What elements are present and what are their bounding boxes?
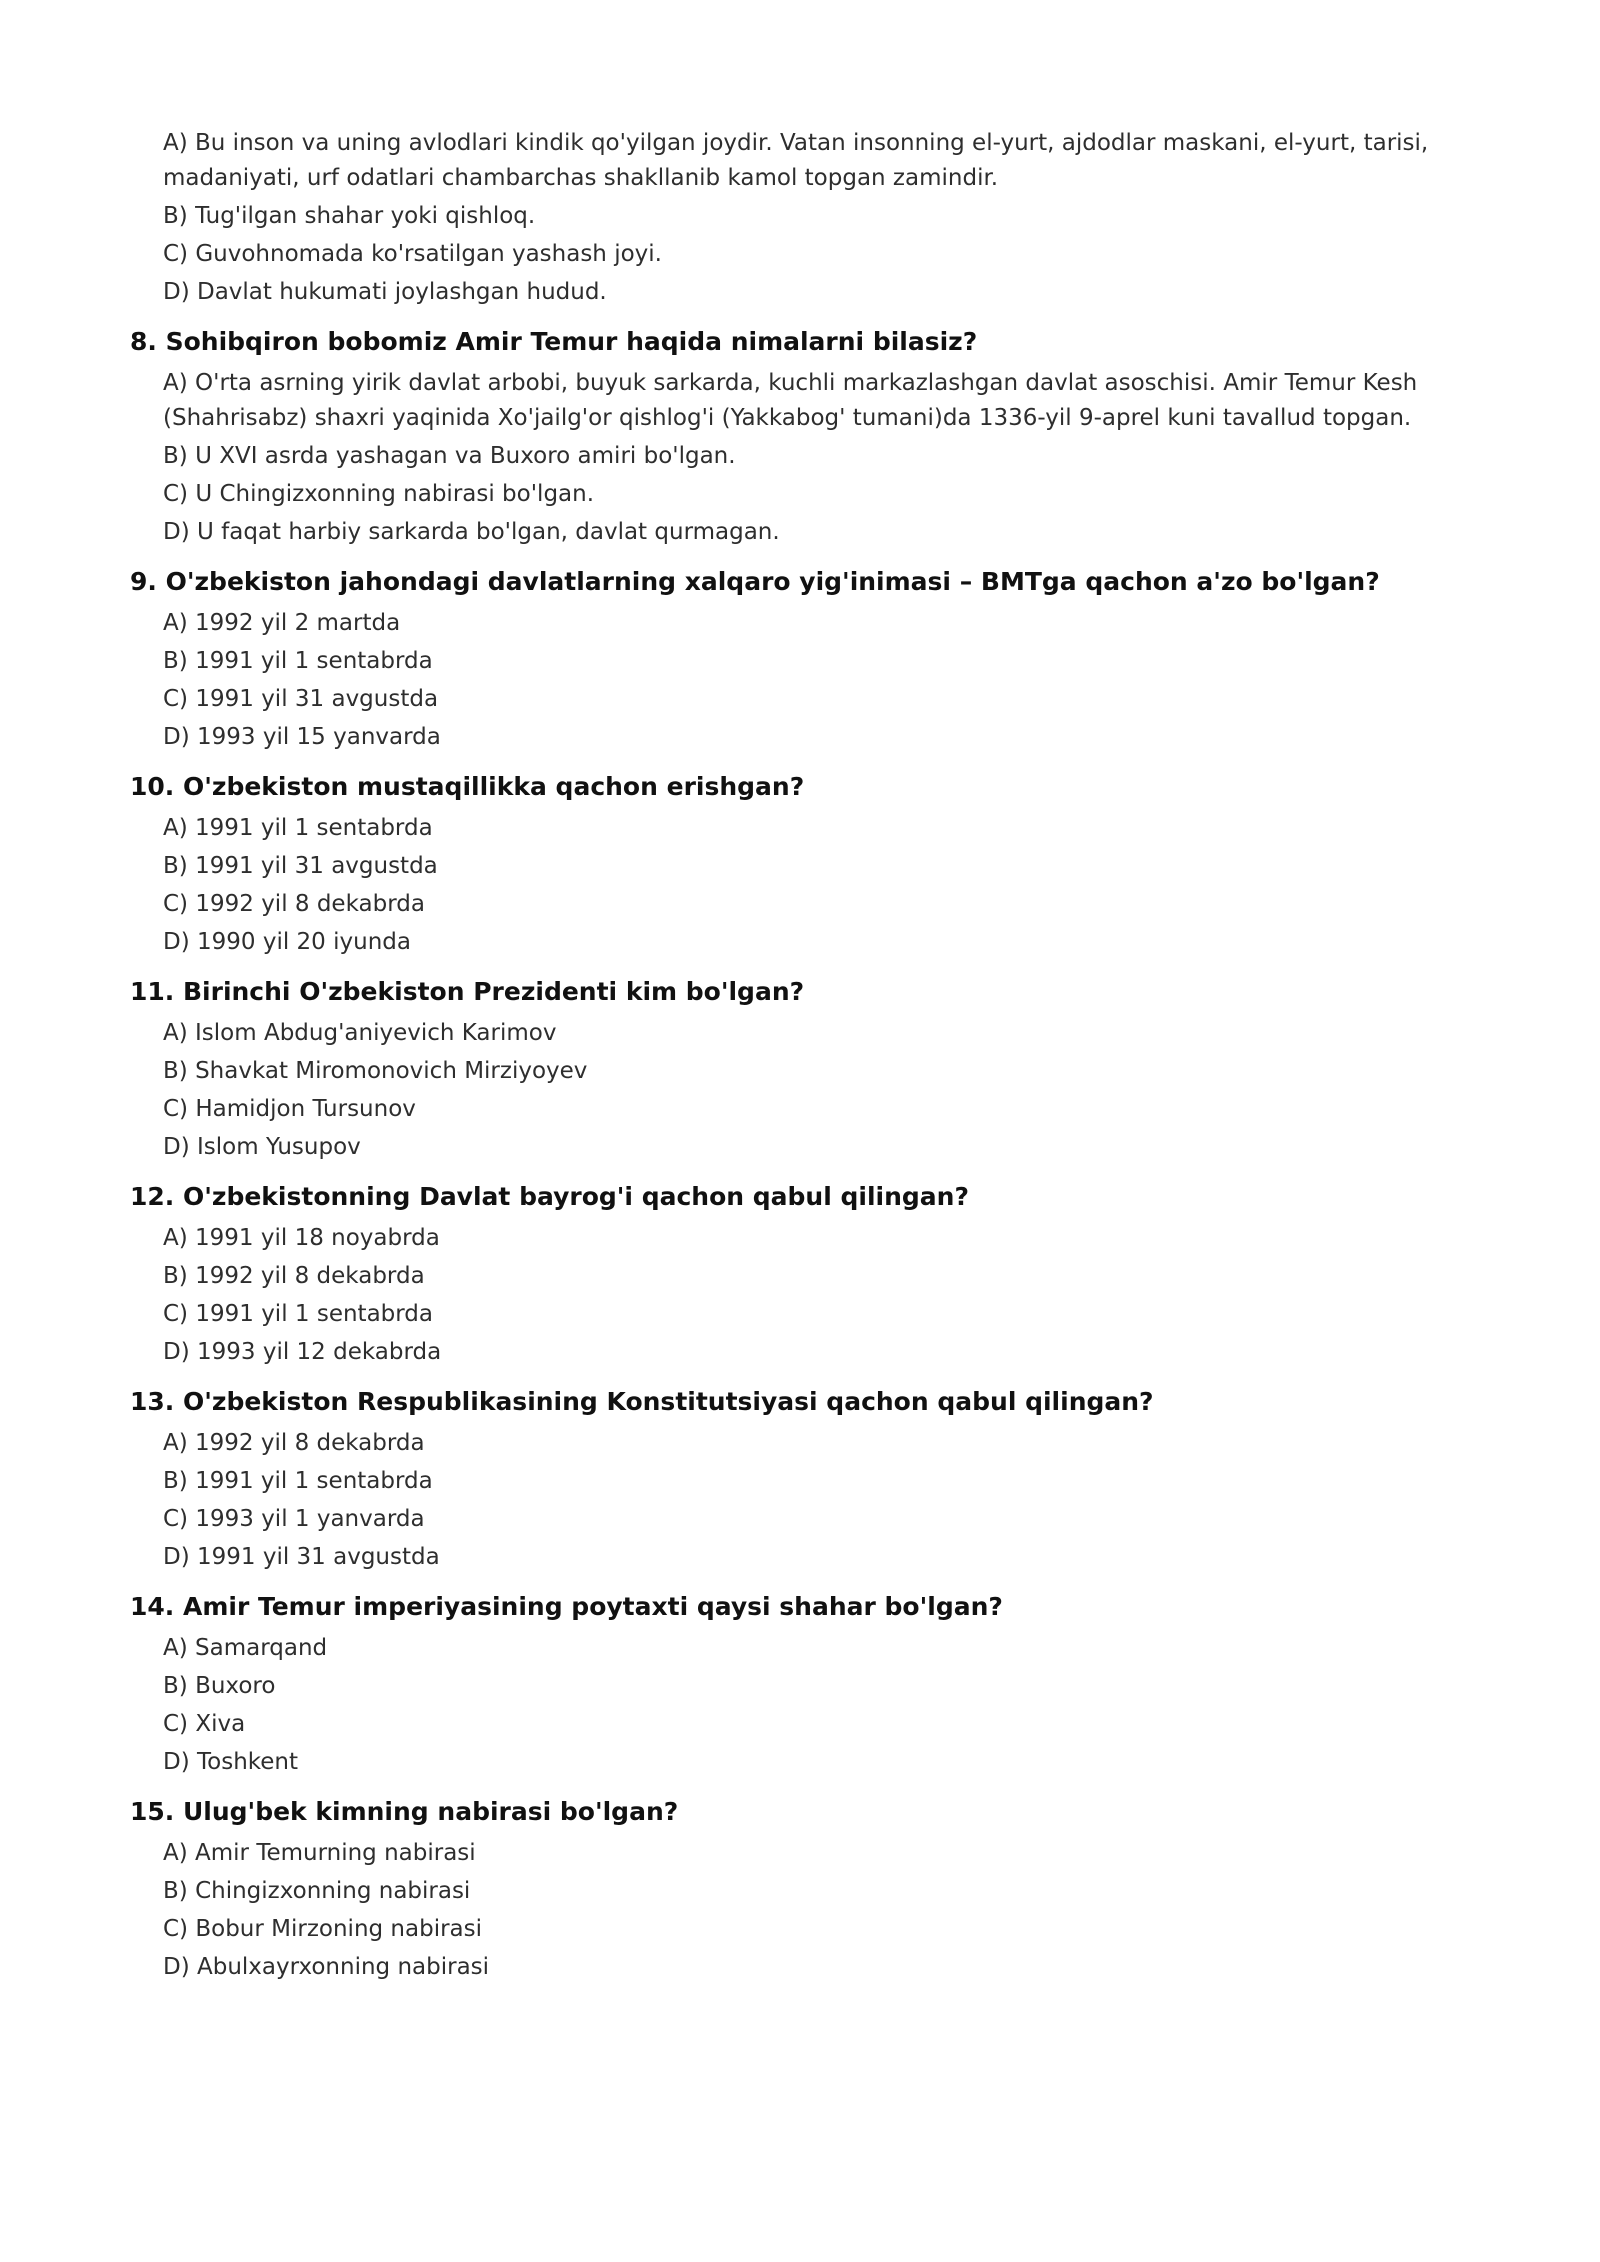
option-list	[163, 811, 1470, 960]
question-title: 9. O'zbekiston jahondagi davlatlarning xalqaro yig'inimasi – BMTga qachon a'zo bo'lgan?	[130, 567, 1380, 596]
question-12	[130, 1179, 1470, 1370]
option-list	[163, 1016, 1470, 1165]
question-7-continued	[130, 126, 1470, 310]
question-14	[130, 1589, 1470, 1780]
option-list	[163, 1631, 1470, 1780]
option-d: D) 1990 yil 20 iyunda	[163, 929, 411, 955]
question-title: 12. O'zbekistonning Davlat bayrog'i qachon qabul qilingan?	[130, 1182, 969, 1211]
question-title: 13. O'zbekiston Respublikasining Konstitutsiyasi qachon qabul qilingan?	[130, 1387, 1154, 1416]
option-b: B) Shavkat Miromonovich Mirziyoyev	[163, 1058, 588, 1084]
question-11	[130, 974, 1470, 1165]
option-c: C) Guvohnomada ko'rsatilgan yashash joyi.	[163, 241, 662, 267]
option-d: D) 1993 yil 15 yanvarda	[163, 724, 441, 750]
question-10	[130, 769, 1470, 960]
question-8	[130, 324, 1470, 550]
option-a: A) Amir Temurning nabirasi	[163, 1840, 476, 1866]
question-title: 14. Amir Temur imperiyasining poytaxti qaysi shahar bo'lgan?	[130, 1592, 1003, 1621]
option-c: C) Bobur Mirzoning nabirasi	[163, 1916, 483, 1942]
option-c: C) 1992 yil 8 dekabrda	[163, 891, 425, 917]
option-b: B) Buxoro	[163, 1673, 276, 1699]
question-9	[130, 564, 1470, 755]
option-d: D) Abulxayrxonning nabirasi	[163, 1954, 490, 1980]
option-b: B) 1991 yil 1 sentabrda	[163, 648, 433, 674]
option-a: A) Samarqand	[163, 1635, 328, 1661]
question-title: 11. Birinchi O'zbekiston Prezidenti kim bo'lgan?	[130, 977, 805, 1006]
option-c: C) 1993 yil 1 yanvarda	[163, 1506, 425, 1532]
option-c: C) Xiva	[163, 1711, 246, 1737]
option-b: B) U XVI asrda yashagan va Buxoro amiri bo'lgan.	[163, 443, 736, 469]
question-13	[130, 1384, 1470, 1575]
option-b: B) 1991 yil 1 sentabrda	[163, 1468, 433, 1494]
option-c: C) Hamidjon Tursunov	[163, 1096, 416, 1122]
option-list	[163, 1426, 1470, 1575]
option-list	[163, 606, 1470, 755]
option-a: A) 1991 yil 18 noyabrda	[163, 1225, 440, 1251]
option-a: A) 1992 yil 8 dekabrda	[163, 1430, 425, 1456]
option-d: D) U faqat harbiy sarkarda bo'lgan, davlat qurmagan.	[163, 519, 780, 545]
option-d: D) Davlat hukumati joylashgan hudud.	[163, 279, 607, 305]
option-a: A) Bu inson va uning avlodlari kindik qo'yilgan joydir. Vatan insonning el-yurt, ajdodlar maskani, el-yurt, tarisi, madaniyati, urf odatlari chambarchas shakllanib kamol topgan zamindir.	[163, 130, 1429, 191]
option-b: B) Tug'ilgan shahar yoki qishloq.	[163, 203, 536, 229]
option-a: A) 1991 yil 1 sentabrda	[163, 815, 433, 841]
option-list	[163, 126, 1470, 310]
question-title: 10. O'zbekiston mustaqillikka qachon erishgan?	[130, 772, 805, 801]
question-title: 15. Ulug'bek kimning nabirasi bo'lgan?	[130, 1797, 679, 1826]
option-d: D) Toshkent	[163, 1749, 299, 1775]
option-b: B) 1992 yil 8 dekabrda	[163, 1263, 425, 1289]
option-list	[163, 366, 1470, 550]
question-title: 8. Sohibqiron bobomiz Amir Temur haqida nimalarni bilasiz?	[130, 327, 978, 356]
option-d: D) 1993 yil 12 dekabrda	[163, 1339, 442, 1365]
option-list	[163, 1221, 1470, 1370]
option-d: D) Islom Yusupov	[163, 1134, 361, 1160]
option-b: B) 1991 yil 31 avgustda	[163, 853, 438, 879]
option-c: C) 1991 yil 1 sentabrda	[163, 1301, 434, 1327]
option-b: B) Chingizxonning nabirasi	[163, 1878, 471, 1904]
option-a: A) Islom Abdug'aniyevich Karimov	[163, 1020, 557, 1046]
option-a: A) 1992 yil 2 martda	[163, 610, 401, 636]
option-c: C) 1991 yil 31 avgustda	[163, 686, 439, 712]
option-list	[163, 1836, 1470, 1985]
question-15	[130, 1794, 1470, 1985]
option-d: D) 1991 yil 31 avgustda	[163, 1544, 440, 1570]
option-a: A) O'rta asrning yirik davlat arbobi, buyuk sarkarda, kuchli markazlashgan davlat asoschisi. Amir Temur Kesh (Shahrisabz) shaxri yaqinida Xo'jailg'or qishlog'i (Yakkabog' tumani)da 1336-yil 9-aprel kuni tavallud topgan.	[163, 370, 1418, 431]
option-c: C) U Chingizxonning nabirasi bo'lgan.	[163, 481, 595, 507]
